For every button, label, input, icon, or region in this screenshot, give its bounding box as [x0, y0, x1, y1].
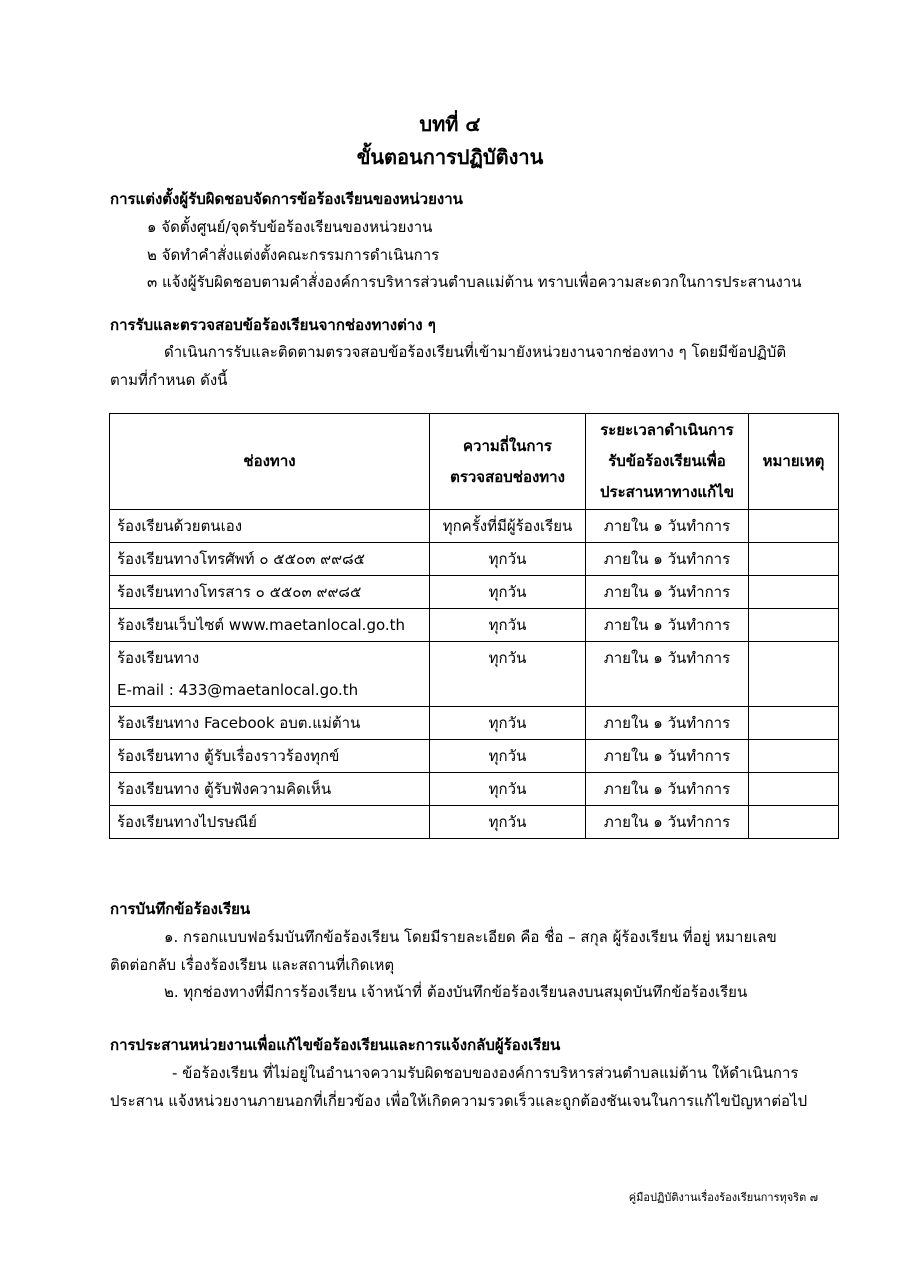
cell-remark [749, 773, 839, 806]
cell-channel: ร้องเรียนทาง Facebook อบต.แม่ต้าน [110, 707, 430, 740]
cell-frequency: ทุกครั้งที่มีผู้ร้องเรียน [430, 510, 586, 543]
cell-period: ภายใน ๑ วันทำการ [586, 707, 749, 740]
cell-channel: ร้องเรียนทางโทรศัพท์ ๐ ๕๕๐๓ ๙๙๘๕ [110, 543, 430, 576]
cell-channel: ร้องเรียนทาง ตู้รับฟังความคิดเห็น [110, 773, 430, 806]
cell-channel: ร้องเรียนทางไปรษณีย์ [110, 806, 430, 839]
header-period: ระยะเวลาดำเนินการ รับข้อร้องเรียนเพื่อ ประสานหาทางแก้ไข [586, 414, 749, 510]
table-row [110, 773, 839, 806]
cell-period: ภายใน ๑ วันทำการ [586, 806, 749, 839]
cell-remark [749, 609, 839, 642]
cell-period: ภายใน ๑ วันทำการ [586, 609, 749, 642]
section1-item-1: ๑ จัดตั้งศูนย์/จุดรับข้อร้องเรียนของหน่วยงาน [147, 218, 433, 236]
section4-heading: การประสานหน่วยงานเพื่อแก้ไขข้อร้องเรียนและการแจ้งกลับผู้ร้องเรียน [110, 1036, 561, 1054]
cell-channel: ร้องเรียนเว็บไซต์ www.maetanlocal.go.th [110, 609, 430, 642]
cell-remark [749, 543, 839, 576]
cell-remark [749, 642, 839, 707]
section1-item-2: ๒ จัดทำคำสั่งแต่งตั้งคณะกรรมการดำเนินการ [147, 246, 440, 264]
cell-channel: ร้องเรียนด้วยตนเอง [110, 510, 430, 543]
section3-heading: การบันทึกข้อร้องเรียน [110, 900, 251, 918]
cell-channel: ร้องเรียนทาง ตู้รับเรื่องราวร้องทุกข์ [110, 740, 430, 773]
table-row [110, 609, 839, 642]
header-channel: ช่องทาง [110, 414, 430, 510]
channels-table [109, 413, 839, 839]
table-row [110, 740, 839, 773]
cell-frequency: ทุกวัน [430, 543, 586, 576]
chapter-number: บทที่ ๔ [419, 112, 481, 136]
section2-heading: การรับและตรวจสอบข้อร้องเรียนจากช่องทางต่าง ๆ [110, 316, 436, 334]
section2-paragraph-line2: ตามที่กำหนด ดังนี้ [110, 371, 228, 389]
header-remark: หมายเหตุ [749, 414, 839, 510]
cell-period: ภายใน ๑ วันทำการ [586, 642, 749, 707]
page-footer: คู่มือปฏิบัติงานเรื่องร้องเรียนการทุจริต ๗ [628, 1191, 818, 1204]
cell-frequency: ทุกวัน [430, 773, 586, 806]
table-header-row [110, 414, 839, 510]
cell-frequency: ทุกวัน [430, 707, 586, 740]
cell-remark [749, 576, 839, 609]
table-row [110, 707, 839, 740]
section2-paragraph-line1: ดำเนินการรับและติดตามตรวจสอบข้อร้องเรียนที่เข้ามายังหน่วยงานจากช่องทาง ๆ โดยมีข้อปฏิบัติ [164, 343, 787, 361]
cell-remark [749, 707, 839, 740]
table-row [110, 510, 839, 543]
cell-frequency: ทุกวัน [430, 740, 586, 773]
cell-remark [749, 806, 839, 839]
section1-heading: การแต่งตั้งผู้รับผิดชอบจัดการข้อร้องเรียนของหน่วยงาน [110, 190, 463, 208]
cell-frequency: ทุกวัน [430, 609, 586, 642]
table-row [110, 576, 839, 609]
cell-frequency: ทุกวัน [430, 576, 586, 609]
table-row [110, 543, 839, 576]
cell-remark [749, 740, 839, 773]
cell-period: ภายใน ๑ วันทำการ [586, 576, 749, 609]
section1-item-3: ๓ แจ้งผู้รับผิดชอบตามคำสั่งองค์การบริหารส่วนตำบลแม่ต้าน ทราบเพื่อความสะดวกในการประสานงาน [147, 273, 802, 291]
cell-period: ภายใน ๑ วันทำการ [586, 740, 749, 773]
cell-period: ภายใน ๑ วันทำการ [586, 773, 749, 806]
table-row [110, 806, 839, 839]
cell-remark [749, 510, 839, 543]
cell-channel: ร้องเรียนทางโทรสาร ๐ ๕๕๐๓ ๙๙๘๕ [110, 576, 430, 609]
section4-paragraph-line2: ประสาน แจ้งหน่วยงานภายนอกที่เกี่ยวข้อง เพื่อให้เกิดความรวดเร็วและถูกต้องชันเจนในการแก้ไขปัญหาต่อไป [110, 1092, 808, 1110]
cell-frequency: ทุกวัน [430, 806, 586, 839]
section3-item1-line1: ๑. กรอกแบบฟอร์มบันทึกข้อร้องเรียน โดยมีรายละเอียด คือ ชื่อ – สกุล ผู้ร้องเรียน ที่อยู่ หมายเลข [164, 928, 777, 946]
section4-paragraph-line1: - ข้อร้องเรียน ที่ไม่อยู่ในอำนาจความรับผิดชอบขององค์การบริหารส่วนตำบลแม่ต้าน ให้ดำเนินการ [172, 1064, 799, 1082]
cell-frequency: ทุกวัน [430, 642, 586, 707]
section3-item2: ๒. ทุกช่องทางที่มีการร้องเรียน เจ้าหน้าที่ ต้องบันทึกข้อร้องเรียนลงบนสมุดบันทึกข้อร้องเรียน [164, 983, 748, 1001]
table-row [110, 642, 839, 707]
header-frequency: ความถี่ในการ ตรวจสอบช่องทาง [430, 414, 586, 510]
section3-item1-line2: ติดต่อกลับ เรื่องร้องเรียน และสถานที่เกิดเหตุ [110, 956, 395, 974]
cell-period: ภายใน ๑ วันทำการ [586, 510, 749, 543]
cell-channel: ร้องเรียนทาง E-mail : 433@maetanlocal.go.th [110, 642, 430, 707]
page-title: ขั้นตอนการปฏิบัติงาน [356, 145, 544, 169]
cell-period: ภายใน ๑ วันทำการ [586, 543, 749, 576]
